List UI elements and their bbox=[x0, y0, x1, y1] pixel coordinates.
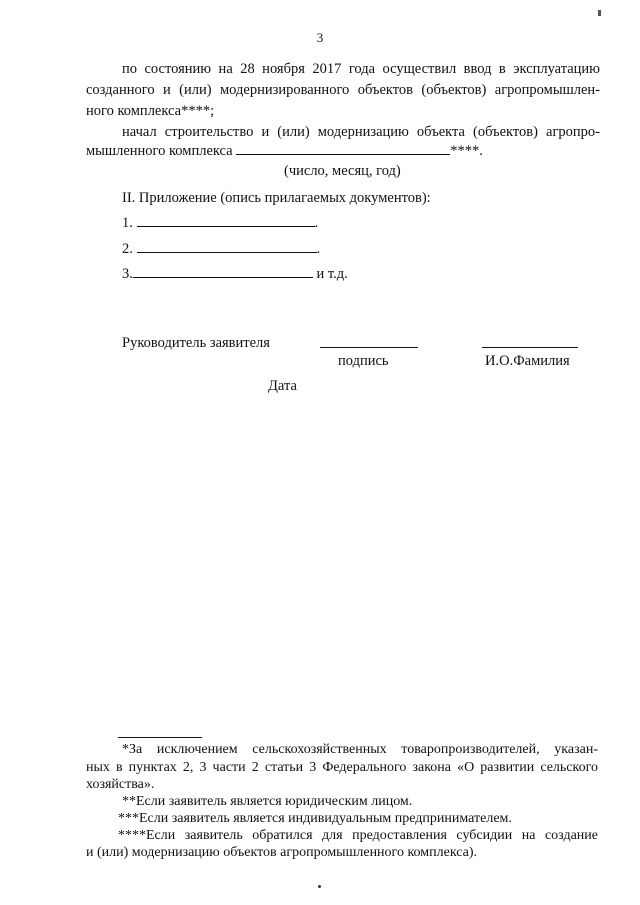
signature-caption: подпись bbox=[338, 353, 389, 369]
footnote-4-line2: и (или) модернизацию объектов агропромышленного комплекса). bbox=[86, 845, 478, 860]
appendix-item-suffix: и т.д. bbox=[316, 266, 348, 282]
appendix-item-suffix: . bbox=[314, 215, 319, 231]
page-number: 3 bbox=[316, 30, 324, 45]
date-blank-line bbox=[236, 142, 450, 155]
appendix-blank-line bbox=[137, 240, 317, 253]
scan-mark bbox=[598, 10, 601, 16]
appendix-item-number: 3. bbox=[122, 266, 133, 282]
date-label: Дата bbox=[268, 378, 297, 394]
date-caption: (число, месяц, год) bbox=[284, 163, 401, 179]
appendix-blank-line bbox=[137, 214, 315, 227]
para1-line2: созданного и (или) модернизированного объектов (объектов) агропромышлен- bbox=[86, 82, 600, 98]
scan-dot bbox=[318, 885, 321, 888]
para2-line2-suffix: ****. bbox=[450, 143, 483, 159]
appendix-item-2 bbox=[122, 240, 320, 258]
para2-line2 bbox=[86, 142, 483, 160]
para1-line1: по состоянию на 28 ноября 2017 года осуществил ввод в эксплуатацию bbox=[122, 61, 600, 77]
name-line bbox=[482, 347, 578, 348]
head-label: Руководитель заявителя bbox=[122, 335, 270, 351]
para2-line2-prefix: мышленного комплекса bbox=[86, 143, 233, 159]
appendix-item-3 bbox=[122, 265, 348, 283]
appendix-title: II. Приложение (опись прилагаемых документов): bbox=[122, 190, 431, 206]
appendix-item-1 bbox=[122, 214, 318, 232]
appendix-item-number: 1. bbox=[122, 215, 133, 231]
appendix-blank-line bbox=[133, 265, 313, 278]
footnote-4-line1: ****Если заявитель обратился для предоставления субсидии на создание bbox=[118, 828, 598, 843]
footnote-1-line2: ных в пунктах 2, 3 части 2 статьи 3 Федерального закона «О развитии сельского bbox=[86, 760, 598, 775]
footnote-3: ***Если заявитель является индивидуальным предпринимателем. bbox=[118, 811, 512, 826]
footnote-separator bbox=[118, 737, 202, 738]
appendix-item-suffix: . bbox=[316, 241, 321, 257]
name-caption: И.О.Фамилия bbox=[485, 353, 570, 369]
footnote-1-line3: хозяйства». bbox=[86, 777, 155, 792]
appendix-item-number: 2. bbox=[122, 241, 133, 257]
para2-line1: начал строительство и (или) модернизацию объекта (объектов) агропро- bbox=[122, 124, 600, 140]
footnote-1-line1: *За исключением сельскохозяйственных товаропроизводителей, указан- bbox=[122, 742, 598, 757]
footnote-2: **Если заявитель является юридическим лицом. bbox=[122, 794, 413, 809]
signature-line bbox=[320, 347, 418, 348]
para1-line3: ного комплекса****; bbox=[86, 103, 215, 119]
